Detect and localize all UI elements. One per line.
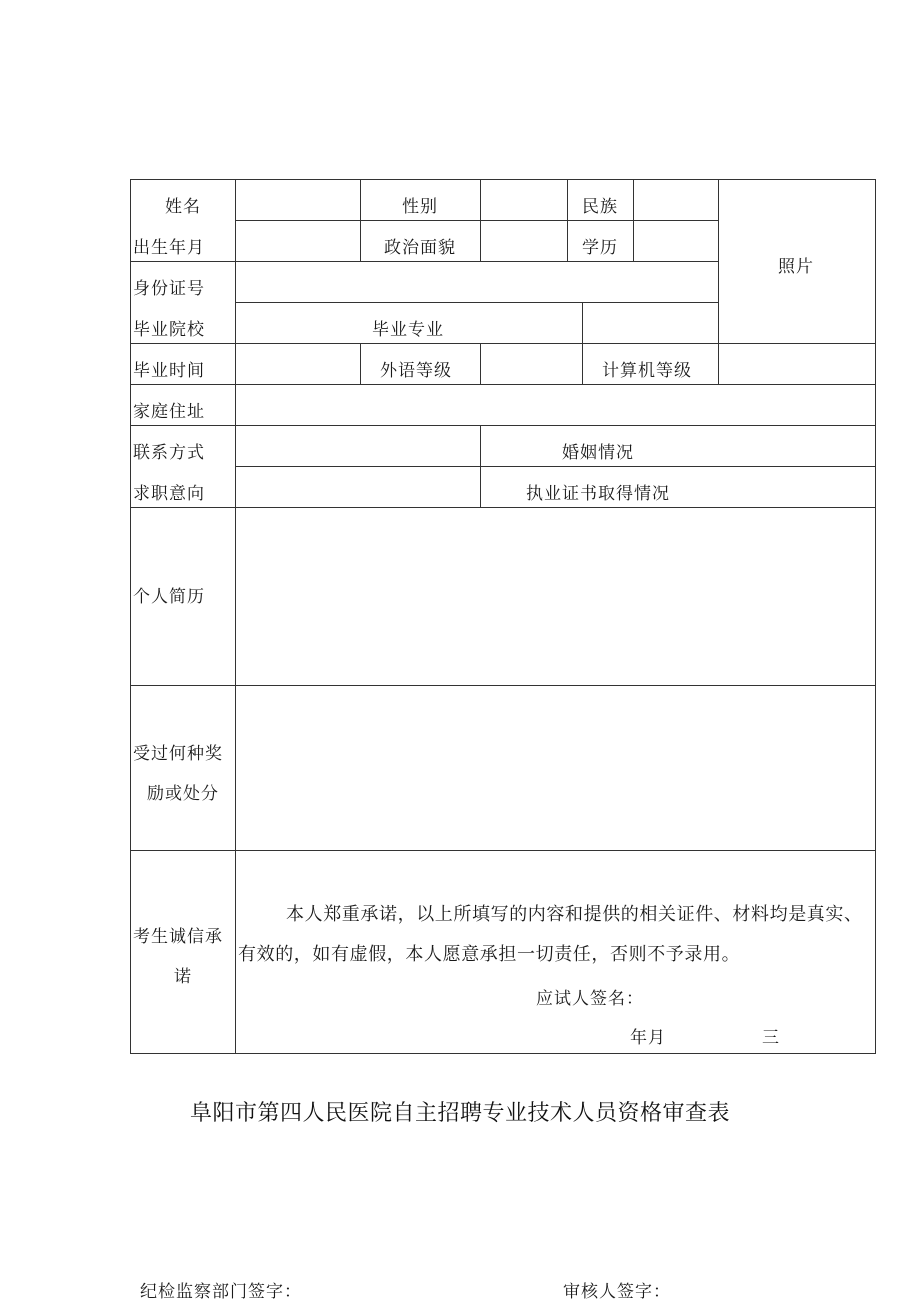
table-border-bottom xyxy=(130,1053,876,1054)
row-rule-1 xyxy=(235,220,718,221)
photo-label: 照片 xyxy=(778,257,814,277)
row-rule-5 xyxy=(130,384,876,385)
signature-date-year-month: 年月 xyxy=(630,1028,666,1048)
contact-label: 联系方式 xyxy=(133,443,205,463)
col-rule-c xyxy=(567,179,568,261)
col-rule-label xyxy=(235,179,236,1054)
row-rule-6 xyxy=(130,425,876,426)
col-rule-photo2 xyxy=(718,343,719,384)
row-rule-4 xyxy=(130,343,876,344)
gender-label: 性别 xyxy=(402,197,438,217)
awards-label-line1: 受过何种奖 xyxy=(133,744,223,764)
row-rule-9 xyxy=(130,685,876,686)
education-label: 学历 xyxy=(582,238,618,258)
col-rule-a xyxy=(360,179,361,261)
reviewer-signature-label: 审核人签字： xyxy=(563,1282,671,1302)
applicant-signature-label: 应试人签名： xyxy=(536,989,644,1009)
row-rule-10 xyxy=(130,850,876,851)
col-rule-d xyxy=(633,179,634,261)
pledge-text: 本人郑重承诺，以上所填写的内容和提供的相关证件、材料均是真实、有效的，如有虚假，本人愿意承担一切责任，否则不予录用。 xyxy=(238,904,863,965)
ethnicity-label: 民族 xyxy=(582,197,618,217)
pledge-label-line2: 诺 xyxy=(174,967,192,987)
row-rule-3 xyxy=(235,302,718,303)
computer-level-label: 计算机等级 xyxy=(602,361,692,381)
certificate-label: 执业证书取得情况 xyxy=(526,484,670,504)
awards-label-line2: 励或处分 xyxy=(147,784,219,804)
table-border-left xyxy=(130,179,131,1054)
id-number-label: 身份证号 xyxy=(133,279,205,299)
signature-date-day: 三 xyxy=(762,1028,780,1048)
col-rule-photo xyxy=(718,179,719,343)
row-rule-7 xyxy=(235,466,876,467)
major-label: 毕业专业 xyxy=(372,320,444,340)
job-intent-label: 求职意向 xyxy=(133,484,205,504)
political-status-label: 政治面貌 xyxy=(384,238,456,258)
graduation-time-label: 毕业时间 xyxy=(133,361,205,381)
resume-label: 个人简历 xyxy=(133,587,205,607)
col-rule-b3 xyxy=(480,425,481,507)
table-border-right xyxy=(875,179,876,1054)
row-rule-8 xyxy=(130,507,876,508)
col-rule-e xyxy=(582,302,583,384)
address-label: 家庭住址 xyxy=(133,402,205,422)
application-form-table xyxy=(130,179,876,1054)
col-rule-b xyxy=(480,179,481,261)
name-label: 姓名 xyxy=(165,197,201,217)
discipline-signature-label: 纪检监察部门签字： xyxy=(140,1282,302,1302)
table-border-top xyxy=(130,179,876,180)
marital-status-label: 婚姻情况 xyxy=(562,443,634,463)
pledge-label-line1: 考生诚信承 xyxy=(133,927,223,947)
school-label: 毕业院校 xyxy=(133,320,205,340)
language-level-label: 外语等级 xyxy=(380,361,452,381)
row-rule-2 xyxy=(130,261,718,262)
col-rule-a2 xyxy=(360,343,361,384)
page-title: 阜阳市第四人民医院自主招聘专业技术人员资格审查表 xyxy=(189,1101,730,1126)
col-rule-b2 xyxy=(480,343,481,384)
birth-label: 出生年月 xyxy=(133,238,205,258)
